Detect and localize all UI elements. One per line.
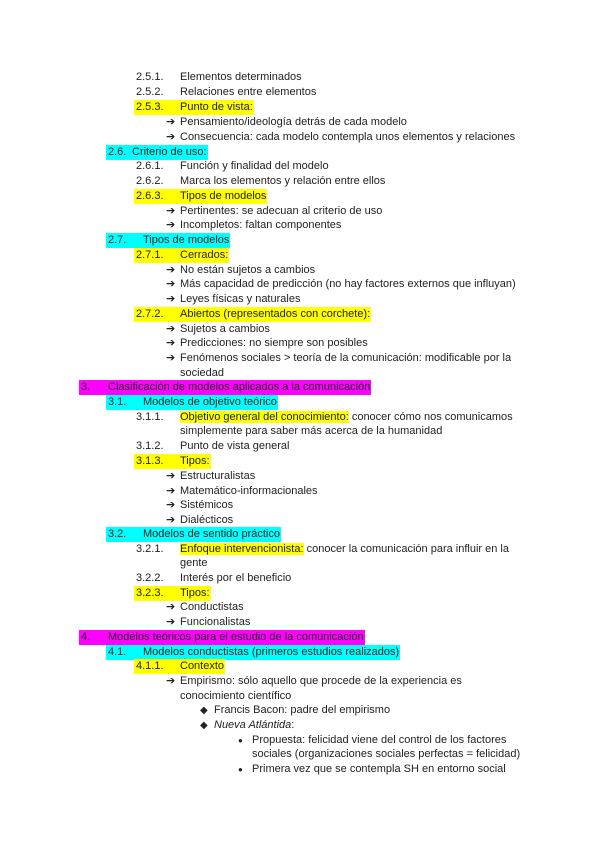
section-number: 2.6.3. xyxy=(136,190,164,202)
outline-line xyxy=(0,380,600,395)
outline-line xyxy=(0,469,600,484)
line-text: Contexto xyxy=(180,660,225,672)
outline-line xyxy=(0,292,600,307)
section-number: 4.1. xyxy=(108,646,127,658)
section-number: 3.1. xyxy=(108,396,127,408)
line-text: sociales (organizaciones sociales perfectas = felicidad) xyxy=(252,748,521,760)
outline-line xyxy=(0,439,600,454)
section-number: 2.5.2. xyxy=(136,86,164,98)
line-text-rest: conocer la comunicación para influir en la xyxy=(303,543,509,555)
arrow-bullet-icon: ➔ xyxy=(166,264,176,276)
outline-line xyxy=(0,762,600,777)
dot-bullet-icon: ● xyxy=(238,736,243,745)
section-number: 2.5.3. xyxy=(136,101,164,113)
outline-line xyxy=(0,513,600,528)
line-text: Criterio de uso: xyxy=(132,146,207,158)
section-number: 3.2.3. xyxy=(136,587,164,599)
section-number: 4. xyxy=(81,631,91,643)
outline-line xyxy=(0,733,600,748)
line-text: Interés por el beneficio xyxy=(180,572,292,584)
line-text: Marca los elementos y relación entre ellos xyxy=(180,175,386,187)
line-text: Primera vez que se contempla SH en entorno social xyxy=(252,763,506,775)
outline-line xyxy=(0,689,600,704)
line-text: Sujetos a cambios xyxy=(180,323,270,335)
line-text: Punto de vista general xyxy=(180,440,290,452)
arrow-bullet-icon: ➔ xyxy=(166,205,176,217)
line-text: Dialécticos xyxy=(180,514,234,526)
arrow-bullet-icon: ➔ xyxy=(166,131,176,143)
outline-line xyxy=(0,395,600,410)
section-number: 3.2. xyxy=(108,528,127,540)
section-number: 3.2.1. xyxy=(136,543,164,555)
outline-line xyxy=(0,307,600,322)
line-text: Estructuralistas xyxy=(180,470,256,482)
line-text: Relaciones entre elementos xyxy=(180,86,317,98)
outline-line xyxy=(0,263,600,278)
outline-line xyxy=(0,703,600,718)
section-number: 2.7.2. xyxy=(136,308,164,320)
line-text: Leyes físicas y naturales xyxy=(180,293,301,305)
line-text: Empirismo: sólo aquello que procede de la experiencia es xyxy=(180,675,462,687)
outline-line xyxy=(0,130,600,145)
outline-line xyxy=(0,277,600,292)
arrow-bullet-icon: ➔ xyxy=(166,337,176,349)
line-text: Propuesta: felicidad viene del control de los factores xyxy=(252,734,507,746)
line-text: Francis Bacon: padre del empirismo xyxy=(214,704,391,716)
outline-line xyxy=(0,410,600,425)
line-text: Tipos: xyxy=(180,455,210,467)
outline-line xyxy=(0,85,600,100)
line-text: Función y finalidad del modelo xyxy=(180,160,329,172)
line-text: Tipos de modelos xyxy=(143,234,230,246)
line-text: Conductistas xyxy=(180,601,244,613)
outline-line xyxy=(0,674,600,689)
section-number: 2.5.1. xyxy=(136,71,164,83)
line-text: No están sujetos a cambios xyxy=(180,264,316,276)
arrow-bullet-icon: ➔ xyxy=(166,352,176,364)
line-text: Modelos conductistas (primeros estudios realizados) xyxy=(143,646,400,658)
outline-line xyxy=(0,115,600,130)
line-text: Pertinentes: se adecuan al criterio de uso xyxy=(180,205,383,217)
line-text: Modelos de sentido práctico xyxy=(143,528,280,540)
outline-line xyxy=(0,204,600,219)
section-number: 3.1.3. xyxy=(136,455,164,467)
arrow-bullet-icon: ➔ xyxy=(166,485,176,497)
outline-line xyxy=(0,424,600,439)
outline-line xyxy=(0,322,600,337)
outline-line xyxy=(0,100,600,115)
line-text-rest: : xyxy=(291,719,295,731)
outline-line xyxy=(0,659,600,674)
line-text: Predicciones: no siempre son posibles xyxy=(180,337,368,349)
line-text: Nueva Atlántida xyxy=(214,719,292,731)
line-text: Punto de vista: xyxy=(180,101,253,113)
arrow-bullet-icon: ➔ xyxy=(166,499,176,511)
outline-line xyxy=(0,571,600,586)
line-text: Más capacidad de predicción (no hay factores externos que influyan) xyxy=(180,278,516,290)
line-text: Sistémicos xyxy=(180,499,234,511)
section-number: 2.6.2. xyxy=(136,175,164,187)
arrow-bullet-icon: ➔ xyxy=(166,323,176,335)
line-text: Modelos de objetivo teórico xyxy=(143,396,277,408)
line-text: sociedad xyxy=(180,367,225,379)
section-number: 4.1.1. xyxy=(136,660,164,672)
outline-line xyxy=(0,248,600,263)
outline-line xyxy=(0,70,600,85)
line-text: Consecuencia: cada modelo contempla unos elementos y relaciones xyxy=(180,131,516,143)
outline-line xyxy=(0,189,600,204)
arrow-bullet-icon: ➔ xyxy=(166,219,176,231)
outline-line xyxy=(0,336,600,351)
section-number: 3.1.2. xyxy=(136,440,164,452)
line-text: Tipos: xyxy=(180,587,210,599)
line-text: Abiertos (representados con corchete): xyxy=(180,308,371,320)
line-text: Cerrados: xyxy=(180,249,229,261)
line-text: simplemente para saber más acerca de la humanidad xyxy=(180,425,443,437)
outline-line xyxy=(0,218,600,233)
section-number: 2.7.1. xyxy=(136,249,164,261)
arrow-bullet-icon: ➔ xyxy=(166,116,176,128)
line-text: Modelos teóricos para el estudio de la comunicación xyxy=(108,631,364,643)
line-text: Fenómenos sociales > teoría de la comunicación: modificable por la xyxy=(180,352,512,364)
arrow-bullet-icon: ➔ xyxy=(166,514,176,526)
section-number: 3. xyxy=(81,381,91,393)
section-number: 2.6.1. xyxy=(136,160,164,172)
outline-line xyxy=(0,615,600,630)
outline-line xyxy=(0,527,600,542)
outline-line xyxy=(0,645,600,660)
outline-line xyxy=(0,718,600,733)
outline-line xyxy=(0,498,600,513)
line-text: Matemático-informacionales xyxy=(180,485,318,497)
outline-line xyxy=(0,556,600,571)
line-text-rest: conocer cómo nos comunicamos xyxy=(348,411,513,423)
outline-line xyxy=(0,630,600,645)
line-text: gente xyxy=(180,557,208,569)
outline-line xyxy=(0,233,600,248)
outline-line xyxy=(0,351,600,366)
outline-line xyxy=(0,454,600,469)
outline-line xyxy=(0,600,600,615)
outline-line xyxy=(0,159,600,174)
line-text: Pensamiento/ideología detrás de cada modelo xyxy=(180,116,407,128)
arrow-bullet-icon: ➔ xyxy=(166,601,176,613)
arrow-bullet-icon: ➔ xyxy=(166,470,176,482)
section-number: 3.1.1. xyxy=(136,411,164,423)
arrow-bullet-icon: ➔ xyxy=(166,278,176,290)
outline-line xyxy=(0,366,600,381)
line-text: Incompletos: faltan componentes xyxy=(180,219,342,231)
diamond-bullet-icon: ◆ xyxy=(200,720,208,731)
line-text: conocimiento científico xyxy=(180,690,292,702)
line-text: Enfoque intervencionista: xyxy=(180,543,304,555)
outline-line xyxy=(0,145,600,160)
dot-bullet-icon: ● xyxy=(238,765,243,774)
line-text: Elementos determinados xyxy=(180,71,302,83)
line-text: Clasificación de modelos aplicados a la comunicación xyxy=(108,381,371,393)
diamond-bullet-icon: ◆ xyxy=(200,705,208,716)
section-number: 2.6. xyxy=(108,146,127,158)
arrow-bullet-icon: ➔ xyxy=(166,293,176,305)
outline-line xyxy=(0,484,600,499)
line-text: Tipos de modelos xyxy=(180,190,267,202)
line-text: Objetivo general del conocimiento: xyxy=(180,411,349,423)
outline-line xyxy=(0,747,600,762)
outline-line xyxy=(0,174,600,189)
line-text: Funcionalistas xyxy=(180,616,251,628)
section-number: 2.7. xyxy=(108,234,127,246)
outline-line xyxy=(0,586,600,601)
arrow-bullet-icon: ➔ xyxy=(166,675,176,687)
outline-line xyxy=(0,542,600,557)
arrow-bullet-icon: ➔ xyxy=(166,616,176,628)
section-number: 3.2.2. xyxy=(136,572,164,584)
